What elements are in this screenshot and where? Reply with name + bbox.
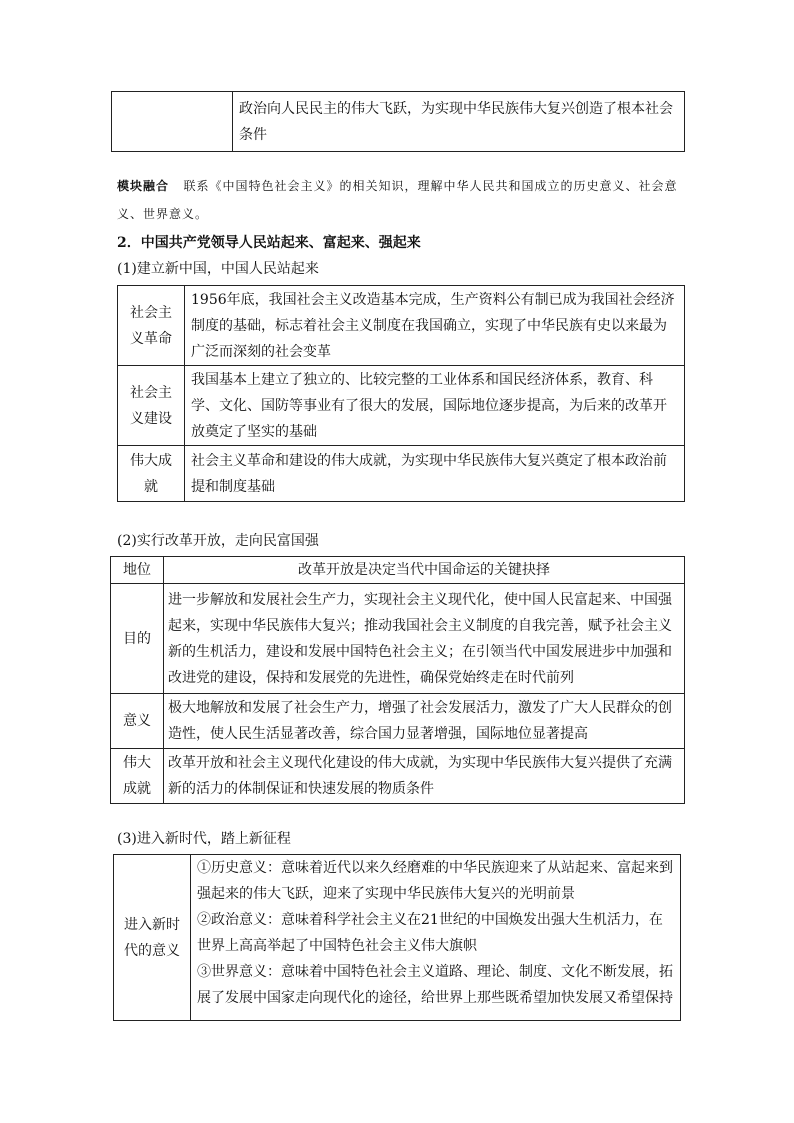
table-sub2 (110, 556, 685, 804)
table-sub3 (113, 854, 681, 1021)
module-fusion-paragraph (117, 172, 683, 228)
row-text-position: 改革开放是决定当代中国命运的关键抉择 (164, 557, 685, 584)
item-historical-significance: ①历史意义：意味着近代以来久经磨难的中华民族迎来了从站起来、富起来到强起来的伟大飞跃，迎来了实现中华民族伟大复兴的光明前景 (197, 860, 673, 902)
table-sub1 (117, 285, 685, 502)
row-label-purpose: 目的 (111, 584, 164, 694)
row-label-achievement: 伟大成就 (118, 446, 185, 502)
table-row (111, 749, 685, 804)
item-political-significance: ②政治意义：意味着科学社会主义在21世纪的中国焕发出强大生机活力，在世界上高高举起了中国特色社会主义伟大旗帜 (197, 912, 663, 954)
table-row (112, 92, 685, 152)
table-row (111, 584, 685, 694)
row-text: 政治向人民民主的伟大飞跃，为实现中华民族伟大复兴创造了根本社会条件 (233, 92, 685, 152)
sub-2-heading: (2)实行改革开放，走向民富国强 (117, 533, 319, 549)
row-label-significance: 意义 (111, 694, 164, 749)
table-continued (111, 91, 685, 152)
row-text-revolution: 1956年底，我国社会主义改造基本完成，生产资料公有制已成为我国社会经济制度的基础，标志着社会主义制度在我国确立，实现了中华民族有史以来最为广泛而深刻的社会变革 (185, 286, 685, 366)
row-label-position: 地位 (111, 557, 164, 584)
table-row (118, 286, 685, 366)
row-text-purpose: 进一步解放和发展社会生产力，实现社会主义现代化，使中国人民富起来、中国强起来，实现中华民族伟大复兴；推动我国社会主义制度的自我完善，赋予社会主义新的生机活力，建设和发展中国特色社会主义；在引领当代中国发展进步中加强和改进党的建设，保持和发展党的先进性，确保党始终走在时代前列 (164, 584, 685, 694)
row-text-significance: 极大地解放和发展了社会生产力，增强了社会发展活力，激发了广大人民群众的创造性，使人民生活显著改善，综合国力显著增强，国际地位显著提高 (164, 694, 685, 749)
table-row (111, 557, 685, 584)
empty-label-cell (112, 92, 233, 152)
row-label-new-era: 进入新时代的意义 (114, 855, 191, 1021)
row-label-achievement-2: 伟大成就 (111, 749, 164, 804)
item-world-significance: ③世界意义：意味着中国特色社会主义道路、理论、制度、文化不断发展，拓展了发展中国家走向现代化的途径，给世界上那些既希望加快发展又希望保持 (197, 964, 673, 1006)
row-label-construction: 社会主义建设 (118, 366, 185, 446)
sub-1-heading: (1)建立新中国，中国人民站起来 (117, 261, 319, 277)
row-text-construction: 我国基本上建立了独立的、比较完整的工业体系和国民经济体系，教育、科学、文化、国防等事业有了很大的发展，国际地位逐步提高，为后来的改革开放奠定了坚实的基础 (185, 366, 685, 446)
section-2-heading: 2．中国共产党领导人民站起来、富起来、强起来 (117, 235, 421, 251)
row-text-achievement: 社会主义革命和建设的伟大成就，为实现中华民族伟大复兴奠定了根本政治前提和制度基础 (185, 446, 685, 502)
row-text-achievement-2: 改革开放和社会主义现代化建设的伟大成就，为实现中华民族伟大复兴提供了充满新的活力的体制保证和快速发展的物质条件 (164, 749, 685, 804)
row-label-revolution: 社会主义革命 (118, 286, 185, 366)
table-row (114, 855, 681, 1021)
table-row (111, 694, 685, 749)
module-fusion-text: 联系《中国特色社会主义》的相关知识，理解中华人民共和国成立的历史意义、社会意义、世界意义。 (117, 179, 678, 221)
row-text-new-era (191, 855, 681, 1021)
module-fusion-label: 模块融合 (117, 179, 170, 193)
table-row (118, 366, 685, 446)
table-row (118, 446, 685, 502)
sub-3-heading: (3)进入新时代，踏上新征程 (117, 831, 291, 847)
